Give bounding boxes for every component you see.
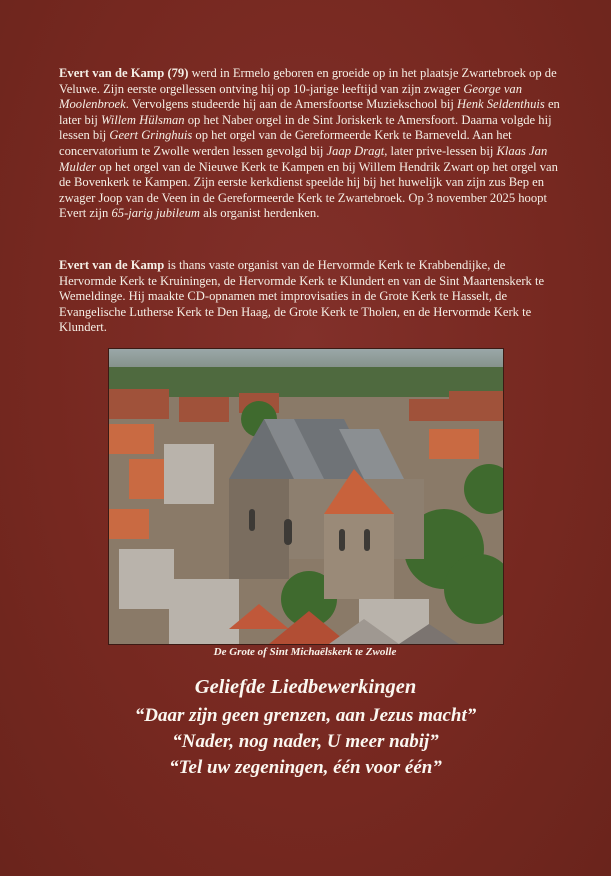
teacher-name: George van Moolenbroek (59, 81, 523, 112)
teacher-name: Jaap Dragt (326, 143, 385, 158)
organist-name: Evert van de Kamp (59, 258, 165, 272)
bio-text: . Vervolgens studeerde hij aan de Amersfoortse Muziekschool bij (125, 97, 458, 112)
song-title-2: “Nader, nog nader, U meer nabij” (172, 731, 439, 752)
organist-name-age: Evert van de Kamp (79) (59, 66, 189, 80)
current-position-paragraph (59, 258, 561, 336)
bio-text: , later prive-lessen bij (384, 143, 497, 158)
bio-text: op het orgel van de Gereformeerde Kerk te Barneveld. Aan het concervatorium te Zwolle werden lessen gevolgd bij (59, 128, 512, 158)
jubilee-text: 65-jarig jubileum (111, 206, 200, 221)
teacher-name: Willem Hülsman (100, 112, 185, 127)
song-title-1: “Daar zijn geen grenzen, aan Jezus macht” (134, 705, 477, 726)
bio-text: werd in Ermelo geboren en groeide op in het plaatsje Zwartebroek op de Veluwe. Zijn eerste orgellessen ontving hij op 10-jarige leeftijd van zijn zwager (59, 66, 557, 96)
church-aerial-photo (108, 348, 504, 645)
photo-caption: De Grote of Sint Michaëlskerk te Zwolle (213, 646, 397, 658)
songs-heading: Geliefde Liedbewerkingen (194, 676, 417, 698)
bio-text: als organist herdenken. (199, 206, 320, 221)
bio-text: op het Naber orgel in de Sint Joriskerk te Amersfoort. Daarna volgde hij lessen bij (59, 112, 552, 143)
bio-text: op het orgel van de Nieuwe Kerk te Kampen en bij Willem Hendrik Zwart op het orgel van de Bovenkerk te Kampen. Zijn eerste kerkdienst speelde hij bij het huwelijk van zijn zus Bep en zwager Joop van de Veen in de Gereformeerde Kerk te Zwartebroek. Op 3 november 2025 hoopt Evert zijn (59, 159, 558, 221)
teacher-name: Henk Seldenthuis (457, 97, 545, 112)
position-text: is thans vaste organist van de Hervormde Kerk te Krabbendijke, de Hervormde Kerk te Kruiningen, de Hervormde Kerk te Klundert en van de Sint Maartenskerk te Wemeldinge. Hij maakte CD-opnamen met improvisaties in de Grote Kerk te Hasselt, de Evangelische Lutherse Kerk te Den Haag, de Grote Kerk te Tholen, en de Hervormde Kerk te Klundert. (59, 258, 545, 335)
teacher-name: Geert Gringhuis (109, 128, 193, 143)
bio-text: en later bij (59, 97, 560, 127)
biography-paragraph (59, 66, 561, 222)
teacher-name: Klaas Jan Mulder (59, 143, 548, 174)
song-title-3: “Tel uw zegeningen, één voor één” (169, 757, 442, 778)
